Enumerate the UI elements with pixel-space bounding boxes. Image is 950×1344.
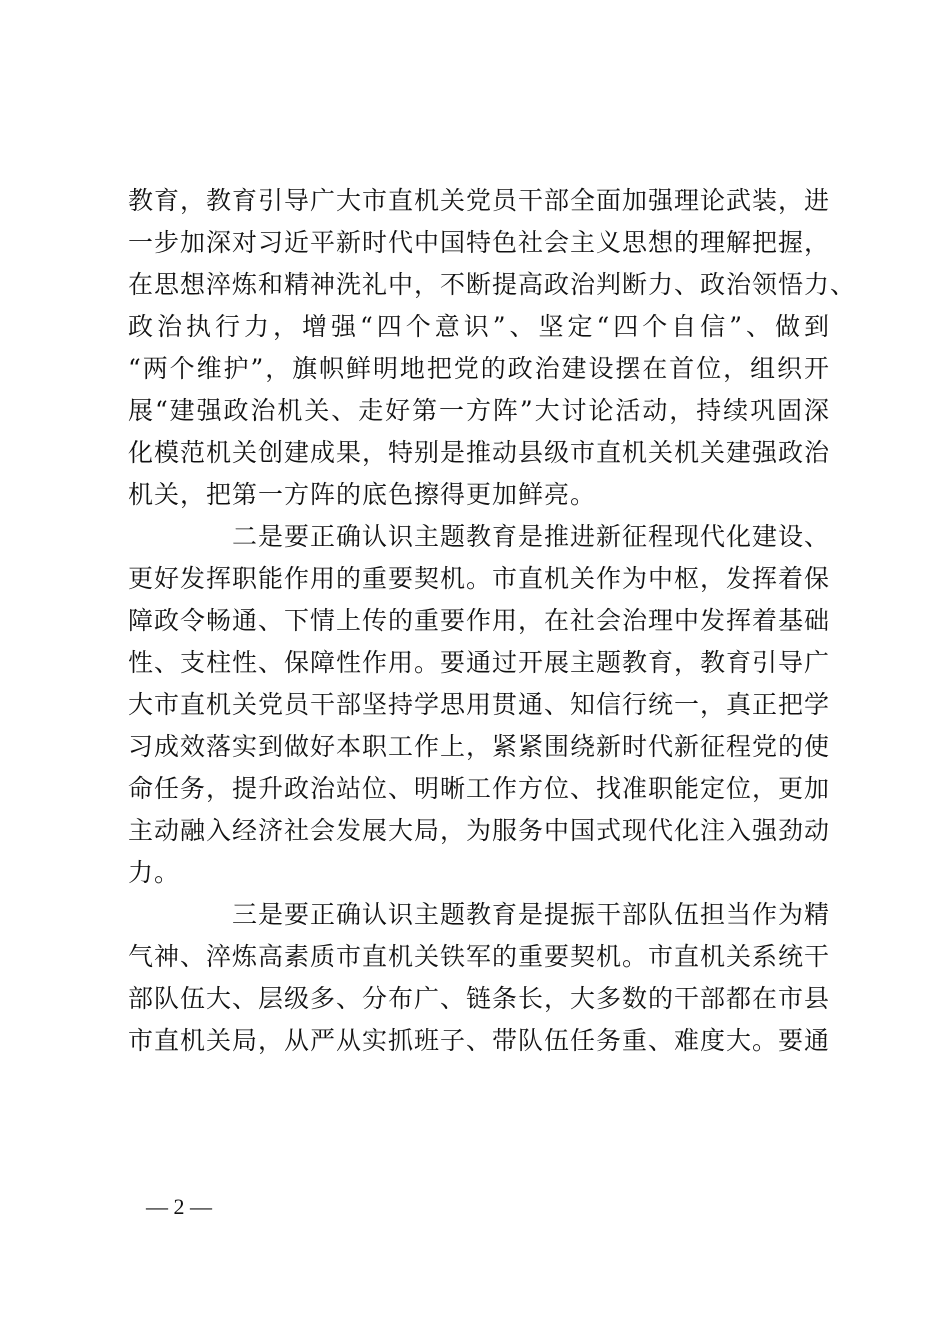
text-line: 化模范机关创建成果，特别是推动县级市直机关机关建强政治 (128, 438, 831, 467)
text-line: 气神、淬炼高素质市直机关铁军的重要契机。市直机关系统干 (128, 942, 831, 971)
text-line: 命任务，提升政治站位、明晰工作方位、找准职能定位，更加 (128, 774, 831, 803)
text-line: 性、支柱性、保障性作用。要通过开展主题教育，教育引导广 (128, 648, 831, 677)
text-line: 障政令畅通、下情上传的重要作用，在社会治理中发挥着基础 (128, 606, 831, 635)
paragraph-start-line: 二是要正确认识主题教育是推进新征程现代化建设、 (232, 522, 831, 551)
text-line: 力。 (128, 858, 181, 887)
body-text (128, 180, 857, 1062)
text-line: 主动融入经济社会发展大局，为服务中国式现代化注入强劲动 (128, 816, 831, 845)
text-line: “两个维护”，旗帜鲜明地把党的政治建设摆在首位，组织开 (128, 354, 830, 383)
text-line: 教育，教育引导广大市直机关党员干部全面加强理论武装，进 (128, 186, 831, 215)
page-number: — 2 — (146, 1194, 212, 1219)
text-line: 政治执行力，增强“四个意识”、坚定“四个自信”、做到 (128, 312, 830, 341)
text-line: 习成效落实到做好本职工作上，紧紧围绕新时代新征程党的使 (128, 732, 831, 761)
text-line: 展“建强政治机关、走好第一方阵”大讨论活动，持续巩固深 (128, 396, 830, 425)
text-line: 市直机关局，从严从实抓班子、带队伍任务重、难度大。要通 (128, 1026, 831, 1055)
text-line: 在思想淬炼和精神洗礼中，不断提高政治判断力、政治领悟力、 (128, 270, 857, 299)
text-line: 大市直机关党员干部坚持学思用贯通、知信行统一，真正把学 (128, 690, 831, 719)
text-line: 一步加深对习近平新时代中国特色社会主义思想的理解把握， (128, 228, 831, 257)
text-line: 机关，把第一方阵的底色擦得更加鲜亮。 (128, 480, 597, 509)
paragraph-start-line: 三是要正确认识主题教育是提振干部队伍担当作为精 (232, 900, 831, 929)
text-line: 更好发挥职能作用的重要契机。市直机关作为中枢，发挥着保 (128, 564, 831, 593)
text-line: 部队伍大、层级多、分布广、链条长，大多数的干部都在市县 (128, 984, 831, 1013)
